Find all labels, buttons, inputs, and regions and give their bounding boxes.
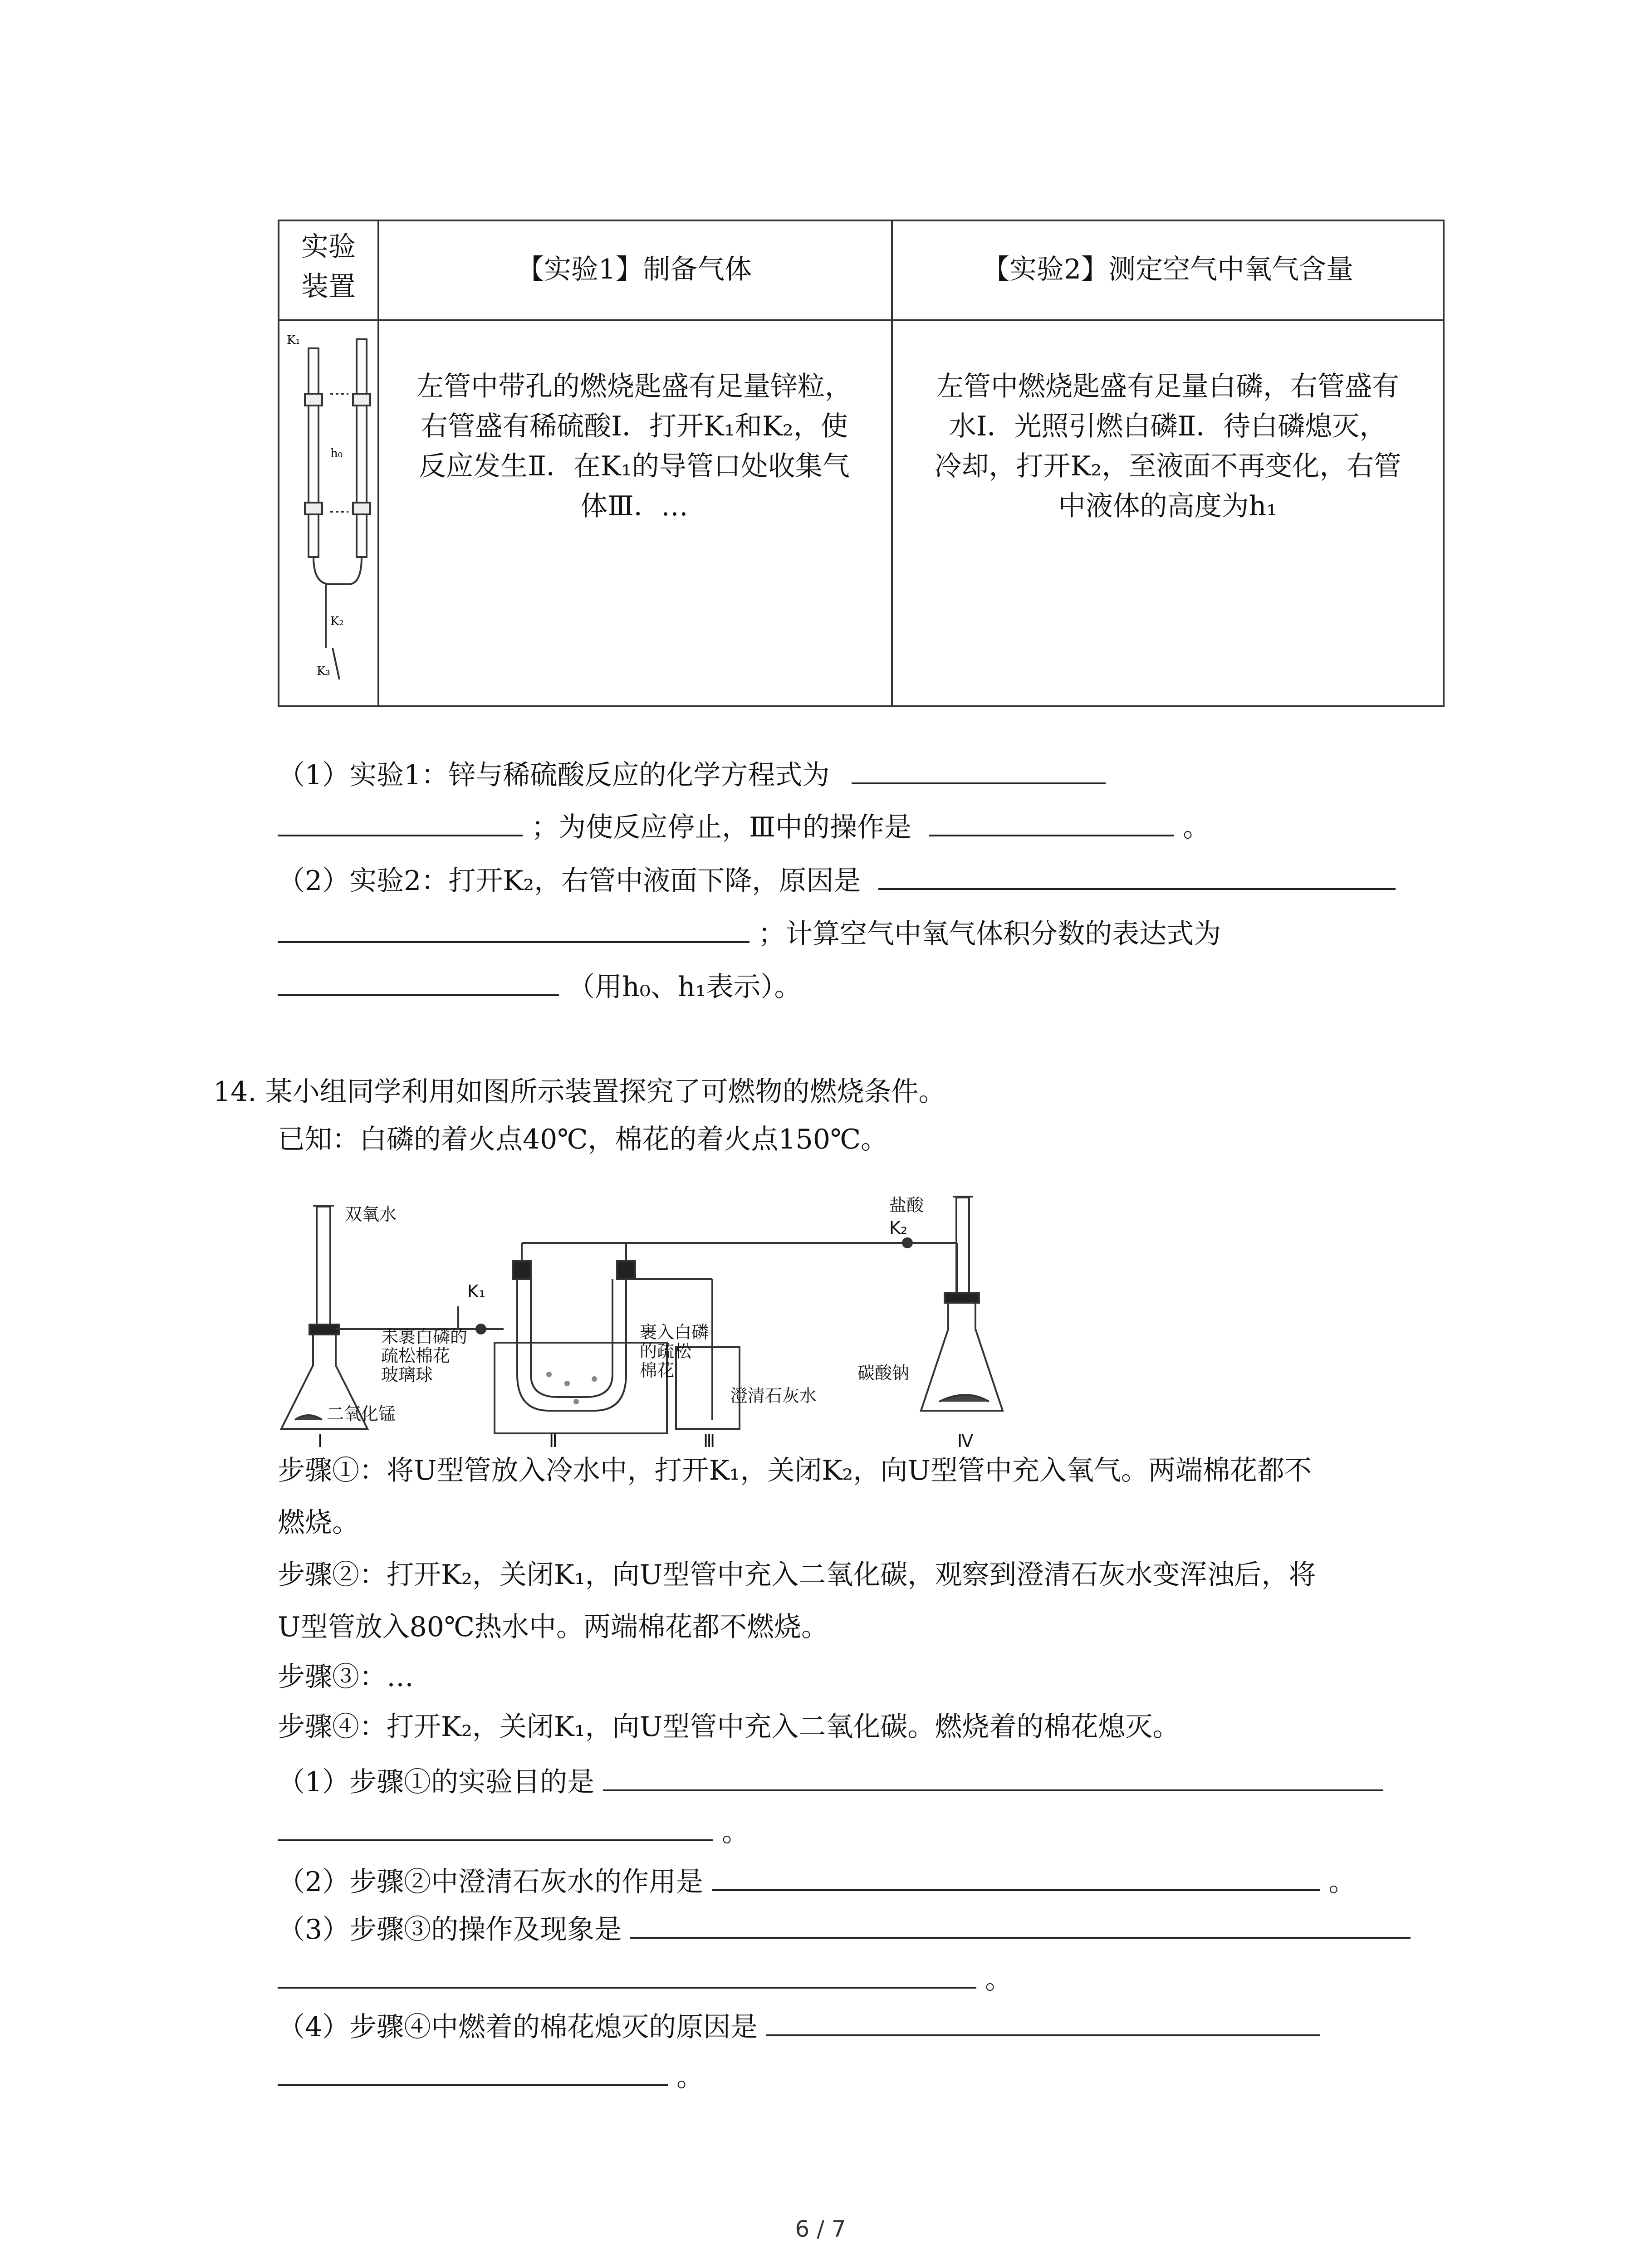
- q13-part2-line1: [278, 861, 1396, 900]
- label-apparatus-4: Ⅳ: [957, 1431, 974, 1447]
- answer-blank[interactable]: [278, 807, 523, 836]
- period: 。: [1328, 1866, 1356, 1898]
- q14-sub1-text: （1）步骤①的实验目的是: [278, 1766, 595, 1798]
- combustion-apparatus-figure: [277, 1193, 1030, 1447]
- label-cotton-plain-1: 未裹白磷的: [381, 1327, 468, 1347]
- header-experiment1: 【实验1】制备气体: [516, 254, 752, 285]
- answer-blank[interactable]: [278, 967, 559, 996]
- answer-blank[interactable]: [878, 861, 1396, 890]
- experiment1-description: [377, 367, 891, 526]
- q13-part2-text2: ；计算空气中氧气体积分数的表达式为: [758, 918, 1221, 950]
- step3-line: 步骤③：…: [278, 1661, 414, 1693]
- apparatus-diagram: [285, 330, 374, 693]
- period: 。: [722, 1816, 749, 1848]
- answer-blank[interactable]: [278, 1812, 713, 1841]
- q13-part2-line3: [278, 967, 801, 1006]
- answer-blank[interactable]: [630, 1910, 1411, 1939]
- step4-line: 步骤④：打开K₂，关闭K₁，向U型管中充入二氧化碳。燃烧着的棉花熄灭。: [278, 1711, 1180, 1743]
- q13-part2-end: （用h₀、h₁表示）。: [568, 971, 802, 1003]
- q14-sub4-line1: [278, 2007, 1320, 2046]
- label-glass-ball: 玻璃球: [381, 1365, 433, 1385]
- step1-line1: 步骤①：将U型管放入冷水中，打开K₁，关闭K₂，向U型管中充入氧气。两端棉花都不: [278, 1455, 1312, 1486]
- q13-part1-line2: [278, 807, 1210, 846]
- answer-blank[interactable]: [852, 755, 1106, 784]
- header-apparatus-line2: 装置: [301, 271, 356, 303]
- answer-blank[interactable]: [278, 2057, 668, 2086]
- q14-sub2-text: （2）步骤②中澄清石灰水的作用是: [278, 1866, 704, 1898]
- label-cotton-plain-2: 疏松棉花: [381, 1346, 451, 1366]
- answer-blank[interactable]: [766, 2007, 1320, 2036]
- header-experiment2: 【实验2】测定空气中氧气含量: [982, 254, 1354, 285]
- exp1-line: 左管中带孔的燃烧匙盛有足量锌粒，: [416, 371, 852, 402]
- exp2-line: 左管中燃烧匙盛有足量白磷，右管盛有: [936, 371, 1399, 402]
- period: 。: [676, 2061, 704, 2093]
- step2-line1: 步骤②：打开K₂，关闭K₁，向U型管中充入二氧化碳，观察到澄清石灰水变浑浊后，将: [278, 1559, 1316, 1591]
- q14-sub1-line2: [278, 1812, 749, 1851]
- exp1-line: 右管盛有稀硫酸Ⅰ．打开K₁和K₂，使: [421, 411, 848, 442]
- experiment2-description: [891, 367, 1445, 526]
- q14-sub3-line2: [278, 1960, 1012, 1999]
- label-manganese-dioxide: 二氧化锰: [327, 1404, 396, 1424]
- q14-title: 14. 某小组同学利用如图所示装置探究了可燃物的燃烧条件。: [213, 1076, 946, 1108]
- exp2-line: 中液体的高度为h₁: [1058, 490, 1278, 522]
- label-sodium-carbonate: 碳酸钠: [857, 1363, 910, 1383]
- label-cotton-phosphorus-2: 的疏松: [640, 1341, 692, 1361]
- apparatus-label-k1: K₁: [287, 333, 300, 347]
- exp1-line: 体Ⅲ．…: [580, 490, 688, 522]
- label-apparatus-3: Ⅲ: [703, 1431, 715, 1447]
- answer-blank[interactable]: [278, 914, 749, 943]
- exp1-line: 反应发生Ⅱ．在K₁的导管口处收集气: [419, 450, 850, 482]
- apparatus-label-k2: K₂: [330, 615, 344, 628]
- q14-sub4-text: （4）步骤④中燃着的棉花熄灭的原因是: [278, 2011, 758, 2043]
- step1-line2: 燃烧。: [278, 1507, 359, 1539]
- exp2-line: 水Ⅰ．光照引燃白磷Ⅱ．待白磷熄灭，: [949, 411, 1387, 442]
- q14-sub4-line2: [278, 2057, 704, 2096]
- period: 。: [985, 1964, 1013, 1995]
- q14-sub1-line1: [278, 1762, 1383, 1801]
- q13-part2-text: （2）实验2：打开K₂，右管中液面下降，原因是: [278, 865, 861, 897]
- q14-sub3-text: （3）步骤③的操作及现象是: [278, 1914, 622, 1945]
- q14-sub2-line: [278, 1862, 1356, 1901]
- apparatus-label-k3: K₃: [317, 665, 330, 678]
- table-divider: [279, 319, 1443, 321]
- answer-blank[interactable]: [278, 1960, 976, 1989]
- experiment-table: [278, 220, 1445, 707]
- header-apparatus-line1: 实验: [301, 231, 356, 263]
- q14-known: 已知：白磷的着火点40℃，棉花的着火点150℃。: [278, 1124, 888, 1155]
- answer-blank[interactable]: [603, 1762, 1383, 1791]
- q14-sub3-line1: [278, 1910, 1411, 1949]
- q13-part1-line1: [278, 755, 1106, 794]
- label-cotton-phosphorus-3: 棉花: [640, 1360, 675, 1380]
- label-hydrogen-peroxide: 双氧水: [345, 1204, 397, 1224]
- q13-part1-text: （1）实验1：锌与稀硫酸反应的化学方程式为: [278, 759, 830, 791]
- label-apparatus-2: Ⅱ: [549, 1431, 558, 1447]
- q13-part2-line2: [278, 914, 1221, 953]
- page-number: 6 / 7: [795, 2216, 846, 2242]
- q13-part1-text2: ；为使反应停止，Ⅲ中的操作是: [531, 811, 911, 843]
- header-apparatus: [279, 227, 377, 307]
- step2-line2: U型管放入80℃热水中。两端棉花都不燃烧。: [278, 1611, 829, 1643]
- label-apparatus-1: Ⅰ: [318, 1431, 323, 1447]
- apparatus-label-h0: h₀: [330, 447, 343, 460]
- q13-part1-end: 。: [1183, 811, 1210, 843]
- label-k1: K₁: [467, 1281, 486, 1301]
- label-cotton-phosphorus-1: 裹入白磷: [640, 1322, 709, 1342]
- answer-blank[interactable]: [929, 807, 1174, 836]
- answer-blank[interactable]: [712, 1862, 1320, 1891]
- label-hydrochloric-acid: 盐酸: [889, 1195, 924, 1215]
- label-k2: K₂: [889, 1218, 908, 1238]
- exp2-line: 冷却，打开K₂，至液面不再变化，右管: [934, 450, 1401, 482]
- label-limewater: 澄清石灰水: [730, 1386, 817, 1406]
